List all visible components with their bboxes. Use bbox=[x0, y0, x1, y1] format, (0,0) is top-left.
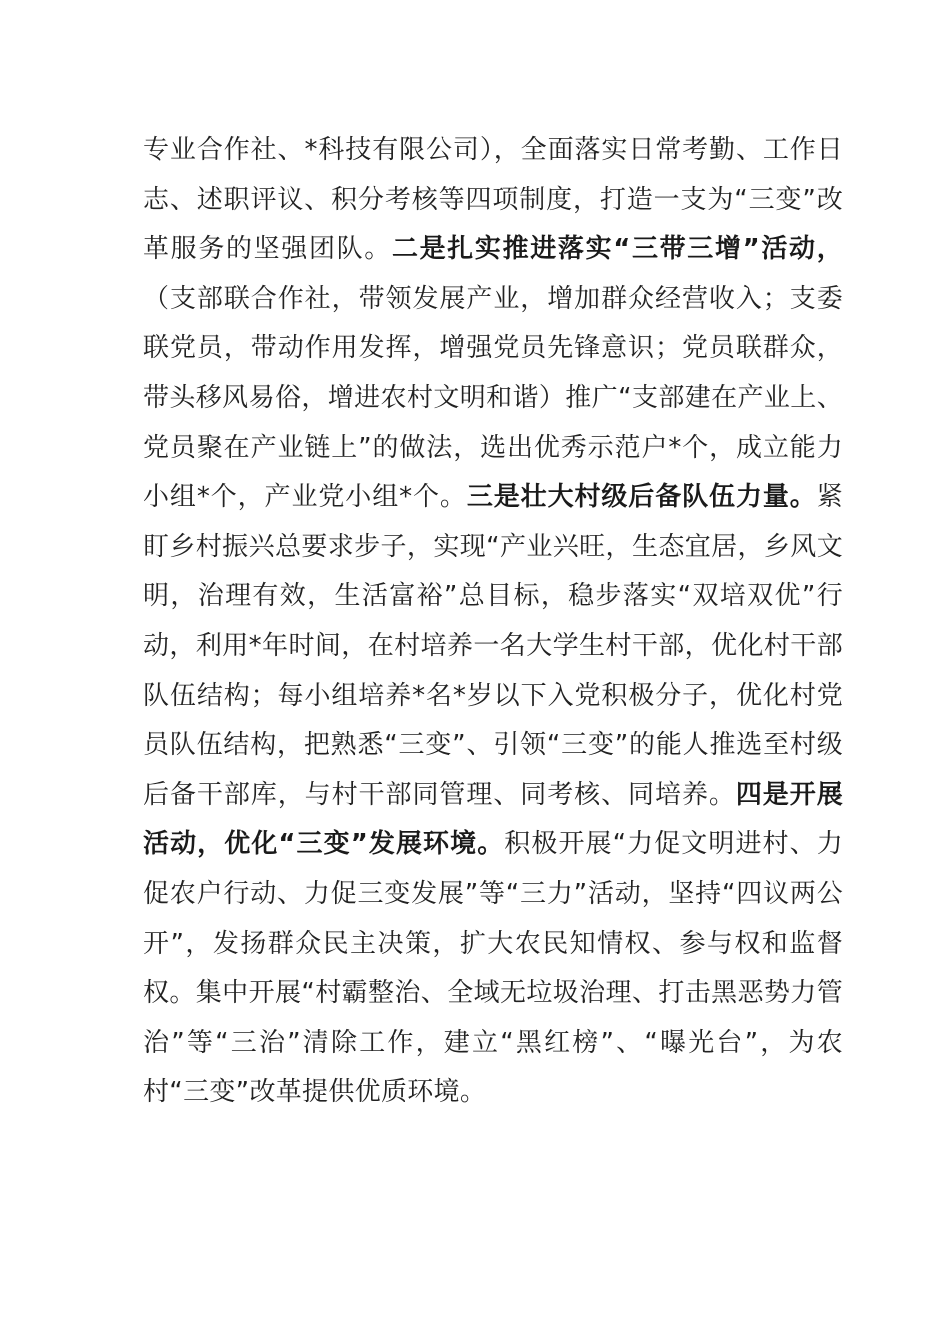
text-segment: 专业合作社、*科技有限公司），全面落实日常考勤、工作日志、述职评议、积分考核等四项制度，打造一支为“三变”改革服务的坚强团队。 bbox=[143, 135, 843, 265]
body-paragraph bbox=[143, 126, 843, 1118]
text-segment: 积极开展“力促文明进村、力促农户行动、力促三变发展”等“三力”活动，坚持“四议两公开”，发扬群众民主决策，扩大农民知情权、参与权和监督权。集中开展“村霸整治、全域无垃圾治理、打击黑恶势力管治”等“三治”清除工作，建立“黑红榜”、“曝光台”，为农村“三变”改革提供优质环境。 bbox=[143, 829, 843, 1108]
bold-heading-three: 三是壮大村级后备队伍力量。 bbox=[466, 482, 817, 513]
bold-heading-four: 四是开展活动，优化“三变”发展环境。 bbox=[143, 779, 844, 860]
text-segment: 紧盯乡村振兴总要求步子，实现“产业兴旺，生态宜居，乡风文明，治理有效，生活富裕”总目标，稳步落实“双培双优”行动，利用*年时间，在村培养一名大学生村干部，优化村干部队伍结构；每小组培养*名*岁以下入党积极分子，优化村党员队伍结构，把熟悉“三变”、引领“三变”的能人推选至村级后备干部库，与村干部同管理、同考核、同培养。 bbox=[143, 482, 843, 810]
bold-heading-two: 二是扎实推进落实“三带三增”活动， bbox=[391, 234, 843, 265]
text-segment: （支部联合作社，带领发展产业，增加群众经营收入；支委联党员，带动作用发挥，增强党员先锋意识；党员联群众，带头移风易俗，增进农村文明和谐）推广“支部建在产业上、党员聚在产业链上”的做法，选出优秀示范户*个，成立能力小组*个，产业党小组*个。 bbox=[143, 283, 843, 513]
